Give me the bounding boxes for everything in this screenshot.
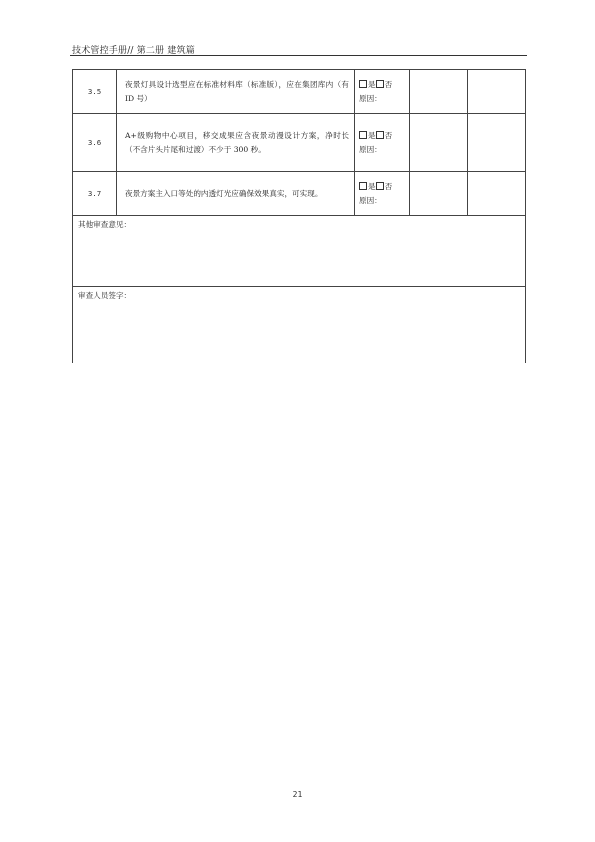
review-checklist-table	[72, 69, 526, 363]
empty-cell[interactable]	[410, 114, 468, 172]
compliance-cell	[355, 70, 410, 114]
item-requirement: A+级购物中心项目，移交成果应含夜景动漫设计方案，净时长（不含片头片尾和过渡）不少于 300 秒。	[117, 114, 355, 172]
page-number: 21	[292, 790, 303, 799]
yes-checkbox[interactable]	[359, 80, 367, 88]
other-comments-label: 其他审查意见：	[78, 220, 132, 229]
no-label: 否	[384, 130, 393, 140]
empty-cell[interactable]	[468, 114, 526, 172]
page-header: 技术管控手册// 第二册 建筑篇	[72, 46, 195, 56]
item-number: 3.5	[73, 70, 117, 114]
yes-label: 是	[368, 181, 376, 191]
yes-checkbox[interactable]	[359, 182, 367, 190]
no-label: 否	[384, 181, 393, 191]
item-requirement: 夜景方案主入口等处的内透灯光应确保效果真实，可实现。	[117, 172, 355, 216]
yes-label: 是	[368, 130, 376, 140]
reason-label: 原因：	[359, 144, 382, 154]
empty-cell[interactable]	[410, 70, 468, 114]
reason-label: 原因：	[359, 93, 382, 103]
other-comments-row	[73, 216, 526, 287]
reviewer-signature-label: 审查人员签字：	[78, 291, 132, 300]
table-row	[73, 172, 526, 216]
empty-cell[interactable]	[468, 70, 526, 114]
yes-checkbox[interactable]	[359, 131, 367, 139]
header-divider	[70, 55, 527, 56]
empty-cell[interactable]	[468, 172, 526, 216]
empty-cell[interactable]	[410, 172, 468, 216]
no-checkbox[interactable]	[376, 80, 384, 88]
no-checkbox[interactable]	[376, 131, 384, 139]
item-requirement: 夜景灯具设计选型应在标准材料库（标准版），应在集团库内（有 ID 号）	[117, 70, 355, 114]
compliance-cell	[355, 114, 410, 172]
table-row	[73, 114, 526, 172]
yes-label: 是	[368, 79, 376, 89]
no-label: 否	[384, 79, 393, 89]
compliance-cell	[355, 172, 410, 216]
reason-label: 原因：	[359, 195, 382, 205]
reviewer-signature-row	[73, 287, 526, 364]
item-number: 3.6	[73, 114, 117, 172]
no-checkbox[interactable]	[376, 182, 384, 190]
table-row	[73, 70, 526, 114]
item-number: 3.7	[73, 172, 117, 216]
reviewer-signature-field[interactable]	[73, 287, 526, 364]
other-comments-field[interactable]	[73, 216, 526, 287]
